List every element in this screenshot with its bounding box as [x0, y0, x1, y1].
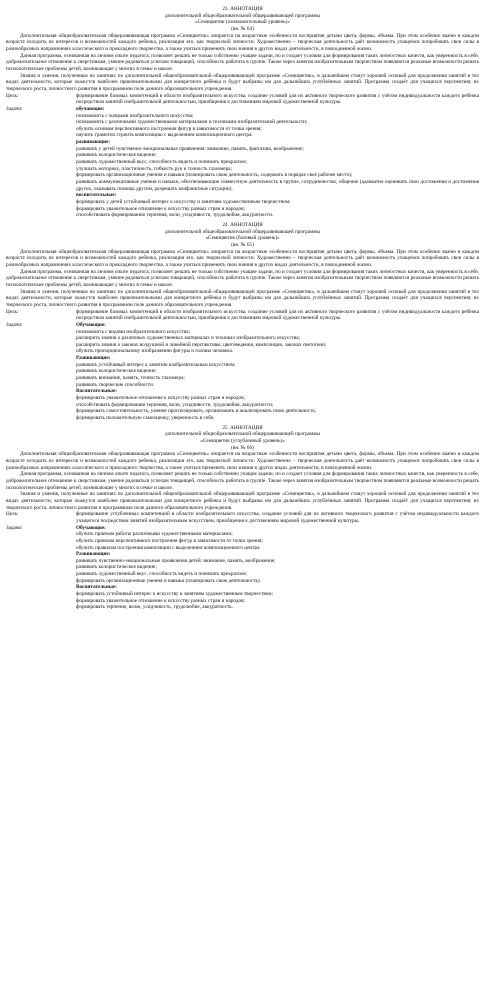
task-item: познакомить с различными художественными материалами и техниками изобразительной деятельности; — [76, 119, 308, 126]
program-line: дополнительной общеобразовательной общеразвивающей программы — [164, 12, 321, 19]
paragraph: Данная программа, основанная на личном опыте педагога, позволяет решать не только собственно учащие задачи, но и создает условия для формирования таких личностных качеств, как уверенность в себе, доброжелательное отношение к сверстникам, умение радоваться успехам товарищей, способность работать в группе. Также через занятия изобразительным творчеством появляются реальные возможности решать психологические проблемы детей, возникающие у многих в семье и школе. — [6, 268, 479, 288]
task-item: способствовать формированию терпения, воли, усидчивости, трудолюбия, аккуратности. — [76, 212, 274, 219]
task-group-heading: Обучающие: — [76, 524, 106, 531]
task-item: формировать организационные умения и навыки (планировать свою деятельность). — [76, 577, 261, 584]
paragraph: Знания и умения, полученные на занятиях по дополнительной общеобразовательной общеразвивающей программе «Семицветик», в дальнейшем станут хорошей основой для продолжения занятий в тех видах деятельности, которые окажутся наиболее привлекательными для конкретного ребёнка и будут выбраны им для дальнейших углублённых занятий. Программа создаёт для учащихся перспективу их творческого роста, личностного развития в программном поле данного образовательного учреждения. — [6, 491, 479, 511]
program-line: дополнительной общеобразовательной общеразвивающей программы — [164, 228, 321, 235]
task-item: обучить приемам перспективного построения фигур в зависимости от точки зрения; — [76, 537, 263, 544]
task-item: развивать художественный вкус, способность видеть и понимать прекрасное; — [76, 159, 248, 166]
annotation-section — [6, 425, 479, 611]
tasks-row — [6, 322, 479, 422]
tasks-label: Задачи: — [6, 105, 23, 112]
task-item: развивать художественный вкус, способность видеть и понимать прекрасное; — [76, 571, 248, 578]
task-item: познакомить с жанрами изобразительного искусства; — [76, 112, 194, 119]
task-group-heading: Развивающие: — [76, 551, 111, 558]
task-item: формировать организационные умения и навыки (планировать свою деятельность, содержать в порядке своё рабочее место); — [76, 172, 353, 179]
paragraph: Дополнительная общеобразовательная общеразвивающая программа «Семицветик» опирается на возрастные особенности восприятия детьми цвета, формы, объема. При этом особенно важно в каждом возрасте исходить из интересов и возможностей каждого ребенка, реализации его, как творческой личности. Художественно – творческая деятельность даёт возможность учащимся попробовать свои силы в разнообразных направлениях классического и прикладного творчества, а также учиться применять свои знания в других видах деятельности, в повседневной жизни. — [6, 32, 479, 52]
annotation-section — [6, 6, 479, 219]
goal-text: формирование базовых компетенций в области изобразительного искусства, создание условий для их активного творческого развития с учётом индивидуальности каждого ребёнка посредством занятий изобразительной деятельностью, приобщения к достижениям мировой художественной культуры. — [76, 92, 479, 106]
goal-row — [6, 511, 479, 524]
task-item: обучить основам перспективного построения фигур в зависимости от точки зрения; — [76, 125, 262, 132]
task-group-heading: развивающие: — [76, 139, 111, 146]
goal-row — [6, 309, 479, 322]
paragraph: Данная программа, основанная на личном опыте педагога, позволяет решать не только собственно учащие задачи, но и создает условия для формирования таких личностных качеств, как уверенность в себе, доброжелательное отношение к сверстникам, умение радоваться успехам товарищей, способность работать в группе. Также через занятия изобразительным творчеством появляются реальные возможности решать психологические проблемы детей, возникающие у многих в семье и школе. — [6, 471, 479, 491]
paragraph: Дополнительная общеобразовательная общеразвивающая программа «Семицветик» опирается на возрастные особенности восприятия детьми цвета, формы, объема. При этом особенно важно в каждом возрасте исходить из интересов и возможностей каждого ребенка, реализации его, как творческой личности. Художественно – творческая деятельность даёт возможность учащимся попробовать свои силы в разнообразных направлениях классического и прикладного творчества, а также учиться применять свои знания в других видах деятельности, в повседневной жизни. — [6, 248, 479, 268]
goal-text: формирование углубленных компетенций в области изобразительного искусства, создание условий для их активного творческого развития с учётом индивидуальности каждого учащегося посредством занятий изобразительным искусством, приобщения к достижениям мировой художественной культуры. — [76, 511, 479, 524]
program-code: (вн. № 66) — [231, 444, 254, 451]
tasks-label: Задачи: — [6, 321, 23, 328]
goal-row — [6, 93, 479, 106]
paragraph: Данная программа, основанная на личном опыте педагога, позволяет решать не только собственно учащие задачи, но и создает условия для формирования таких личностных качеств, как уверенность в себе, доброжелательное отношение к сверстникам, умение радоваться успехам товарищей, способность работать в группе. Также через занятия изобразительным творчеством появляются реальные возможности решать психологические проблемы детей, возникающие у многих в семье и школе. — [6, 52, 479, 72]
program-name: «Семицветик (базовый уровень)» — [205, 235, 280, 242]
task-item: обучить правилам построения композиции с выделением композиционного центра. — [76, 544, 261, 551]
program-code: (вн. № 64) — [231, 25, 254, 32]
task-item: познакомить с видами изобразительного искусства; — [76, 328, 191, 335]
task-group-heading: Воспитательные: — [76, 388, 117, 395]
program-line: дополнительной общеобразовательной общеразвивающей программы — [164, 431, 321, 438]
goal-label: Цель: — [6, 308, 19, 315]
paragraph: Знания и умения, полученные на занятиях по дополнительной общеобразовательной общеразвивающей программе «Семицветик», в дальнейшем станут хорошей основой для продолжения занятий в тех видах деятельности, которые окажутся наиболее привлекательными для конкретного ребёнка и будут выбраны им для дальнейших углублённых занятий. Программа создаёт для учащихся перспективу их творческого роста, личностного развития в программном поле данного образовательного учреждения. — [6, 72, 479, 92]
task-item: формировать положительную самооценку, уверенность в себе. — [76, 415, 215, 422]
task-item: расширить знания о различных художественных материалах и техниках изобразительного искусства; — [76, 335, 301, 342]
task-item: развивать внимание, память, точность глазомера; — [76, 375, 185, 382]
task-item: формировать устойчивый интерес к искусству и занятиям художественным творчеством; — [76, 591, 273, 598]
task-item: развивать чувственно-эмоциональные проявления детей: внимание, память, воображение; — [76, 557, 276, 564]
task-item: развивать колористическое видение; — [76, 152, 157, 159]
task-item: способствовать формированию терпения, воли, усидчивости, трудолюбия, аккуратности; — [76, 401, 274, 408]
tasks-row — [6, 525, 479, 612]
task-group-heading: Воспитательные: — [76, 584, 117, 591]
task-item: обучить приемам работы различными художественными материалами; — [76, 531, 233, 538]
annotation-title: 25. АННОТАЦИЯ — [222, 424, 263, 431]
task-item: развивать коммуникативные умения и навыки, обеспечивающие совместную деятельность в группе, сотрудничество, общение (адекватно оценивать свои достижения и достижения других, оказывать помощь другим, разрешать конфликтные ситуации). — [76, 179, 479, 192]
task-group-heading: Обучающие: — [76, 321, 106, 328]
tasks-body — [76, 106, 479, 219]
task-item: формировать самостоятельность, умение прогнозировать, организовать и анализировать свою деятельность; — [76, 408, 317, 415]
task-group-heading: Развивающие: — [76, 355, 111, 362]
task-item: развивать творческие способности. — [76, 381, 155, 388]
goal-text: формирование базовых компетенций в области изобразительного искусства, создание условий для их активного творческого развития с учётом индивидуальности каждого ребёнка посредством занятий изобразительной деятельностью, приобщения к достижениям мировой художественной культуры. — [76, 308, 479, 322]
task-item: научить грамотно строить композицию с выделением композиционного центра. — [76, 132, 253, 139]
annotation-title: 23. АННОТАЦИЯ — [222, 6, 263, 12]
goal-label: Цель: — [6, 511, 19, 518]
tasks-body — [76, 525, 479, 612]
tasks-body — [76, 322, 479, 422]
task-item: развивать устойчивый интерес к занятию изобразительным искусством; — [76, 361, 236, 368]
task-item: развивать колористическое видение; — [76, 564, 157, 571]
program-name: «Семицветик (ознакомительный уровень)» — [195, 19, 290, 26]
task-item: формировать уважительное отношение к искусству разных стран и народов; — [76, 395, 245, 402]
task-item: формировать уважительное отношение к искусству разных стран и народов; — [76, 597, 245, 604]
tasks-label: Задачи: — [6, 524, 23, 531]
task-group-heading: обучающие: — [76, 105, 105, 112]
task-item: формировать уважительное отношение к искусству разных стран и народов; — [76, 205, 245, 212]
tasks-row — [6, 106, 479, 219]
task-item: обучить пропорциональному изображению фигуры и головы человека. — [76, 348, 234, 355]
task-item: формировать терпение, волю, усидчивость, трудолюбие, аккуратность. — [76, 604, 233, 611]
task-item: развивать колористическое видение; — [76, 368, 157, 375]
paragraph: Дополнительная общеобразовательная общеразвивающая программа «Семицветик» опирается на возрастные особенности восприятия детьми цвета, формы, объема. При этом особенно важно в каждом возрасте исходить из интересов и возможностей каждого ребенка, реализации его, как творческой личности. Художественно – творческая деятельность даёт возможность учащимся попробовать свои силы в разнообразных направлениях классического и прикладного творчества, а также учиться применять свои знания в других видах деятельности, в повседневной жизни. — [6, 451, 479, 471]
paragraph: Знания и умения, полученные на занятиях по дополнительной общеобразовательной общеразвивающей программе «Семицветик», в дальнейшем станут хорошей основой для продолжения занятий в тех видах деятельности, которые окажутся наиболее привлекательными для конкретного ребёнка и будут выбраны им для дальнейших углублённых занятий. Программа создаёт для учащихся перспективу их творческого роста, личностного развития в программном поле данного образовательного учреждения. — [6, 288, 479, 308]
goal-label: Цель: — [6, 92, 19, 99]
task-item: расширить знания о законах воздушной и линейной перспективы, цветоведения, композиции, законах светотени; — [76, 341, 327, 348]
task-group-heading: воспитательные: — [76, 192, 117, 199]
task-item: улучшать моторику, пластичность, гибкость рук и точность глазомера; — [76, 165, 232, 172]
annotation-title: 24. АННОТАЦИЯ — [222, 222, 263, 228]
task-item: развивать у детей чувственно-эмоциональные проявления: внимание, память, фантазию, воображение; — [76, 145, 304, 152]
annotation-section — [6, 222, 479, 422]
program-name: «Семицветик (углубленный уровень)» — [200, 438, 285, 444]
program-code: (вн. № 65) — [231, 241, 254, 248]
task-item: формировать у детей устойчивый интерес к искусству и занятиям художественным творчеством; — [76, 199, 291, 206]
